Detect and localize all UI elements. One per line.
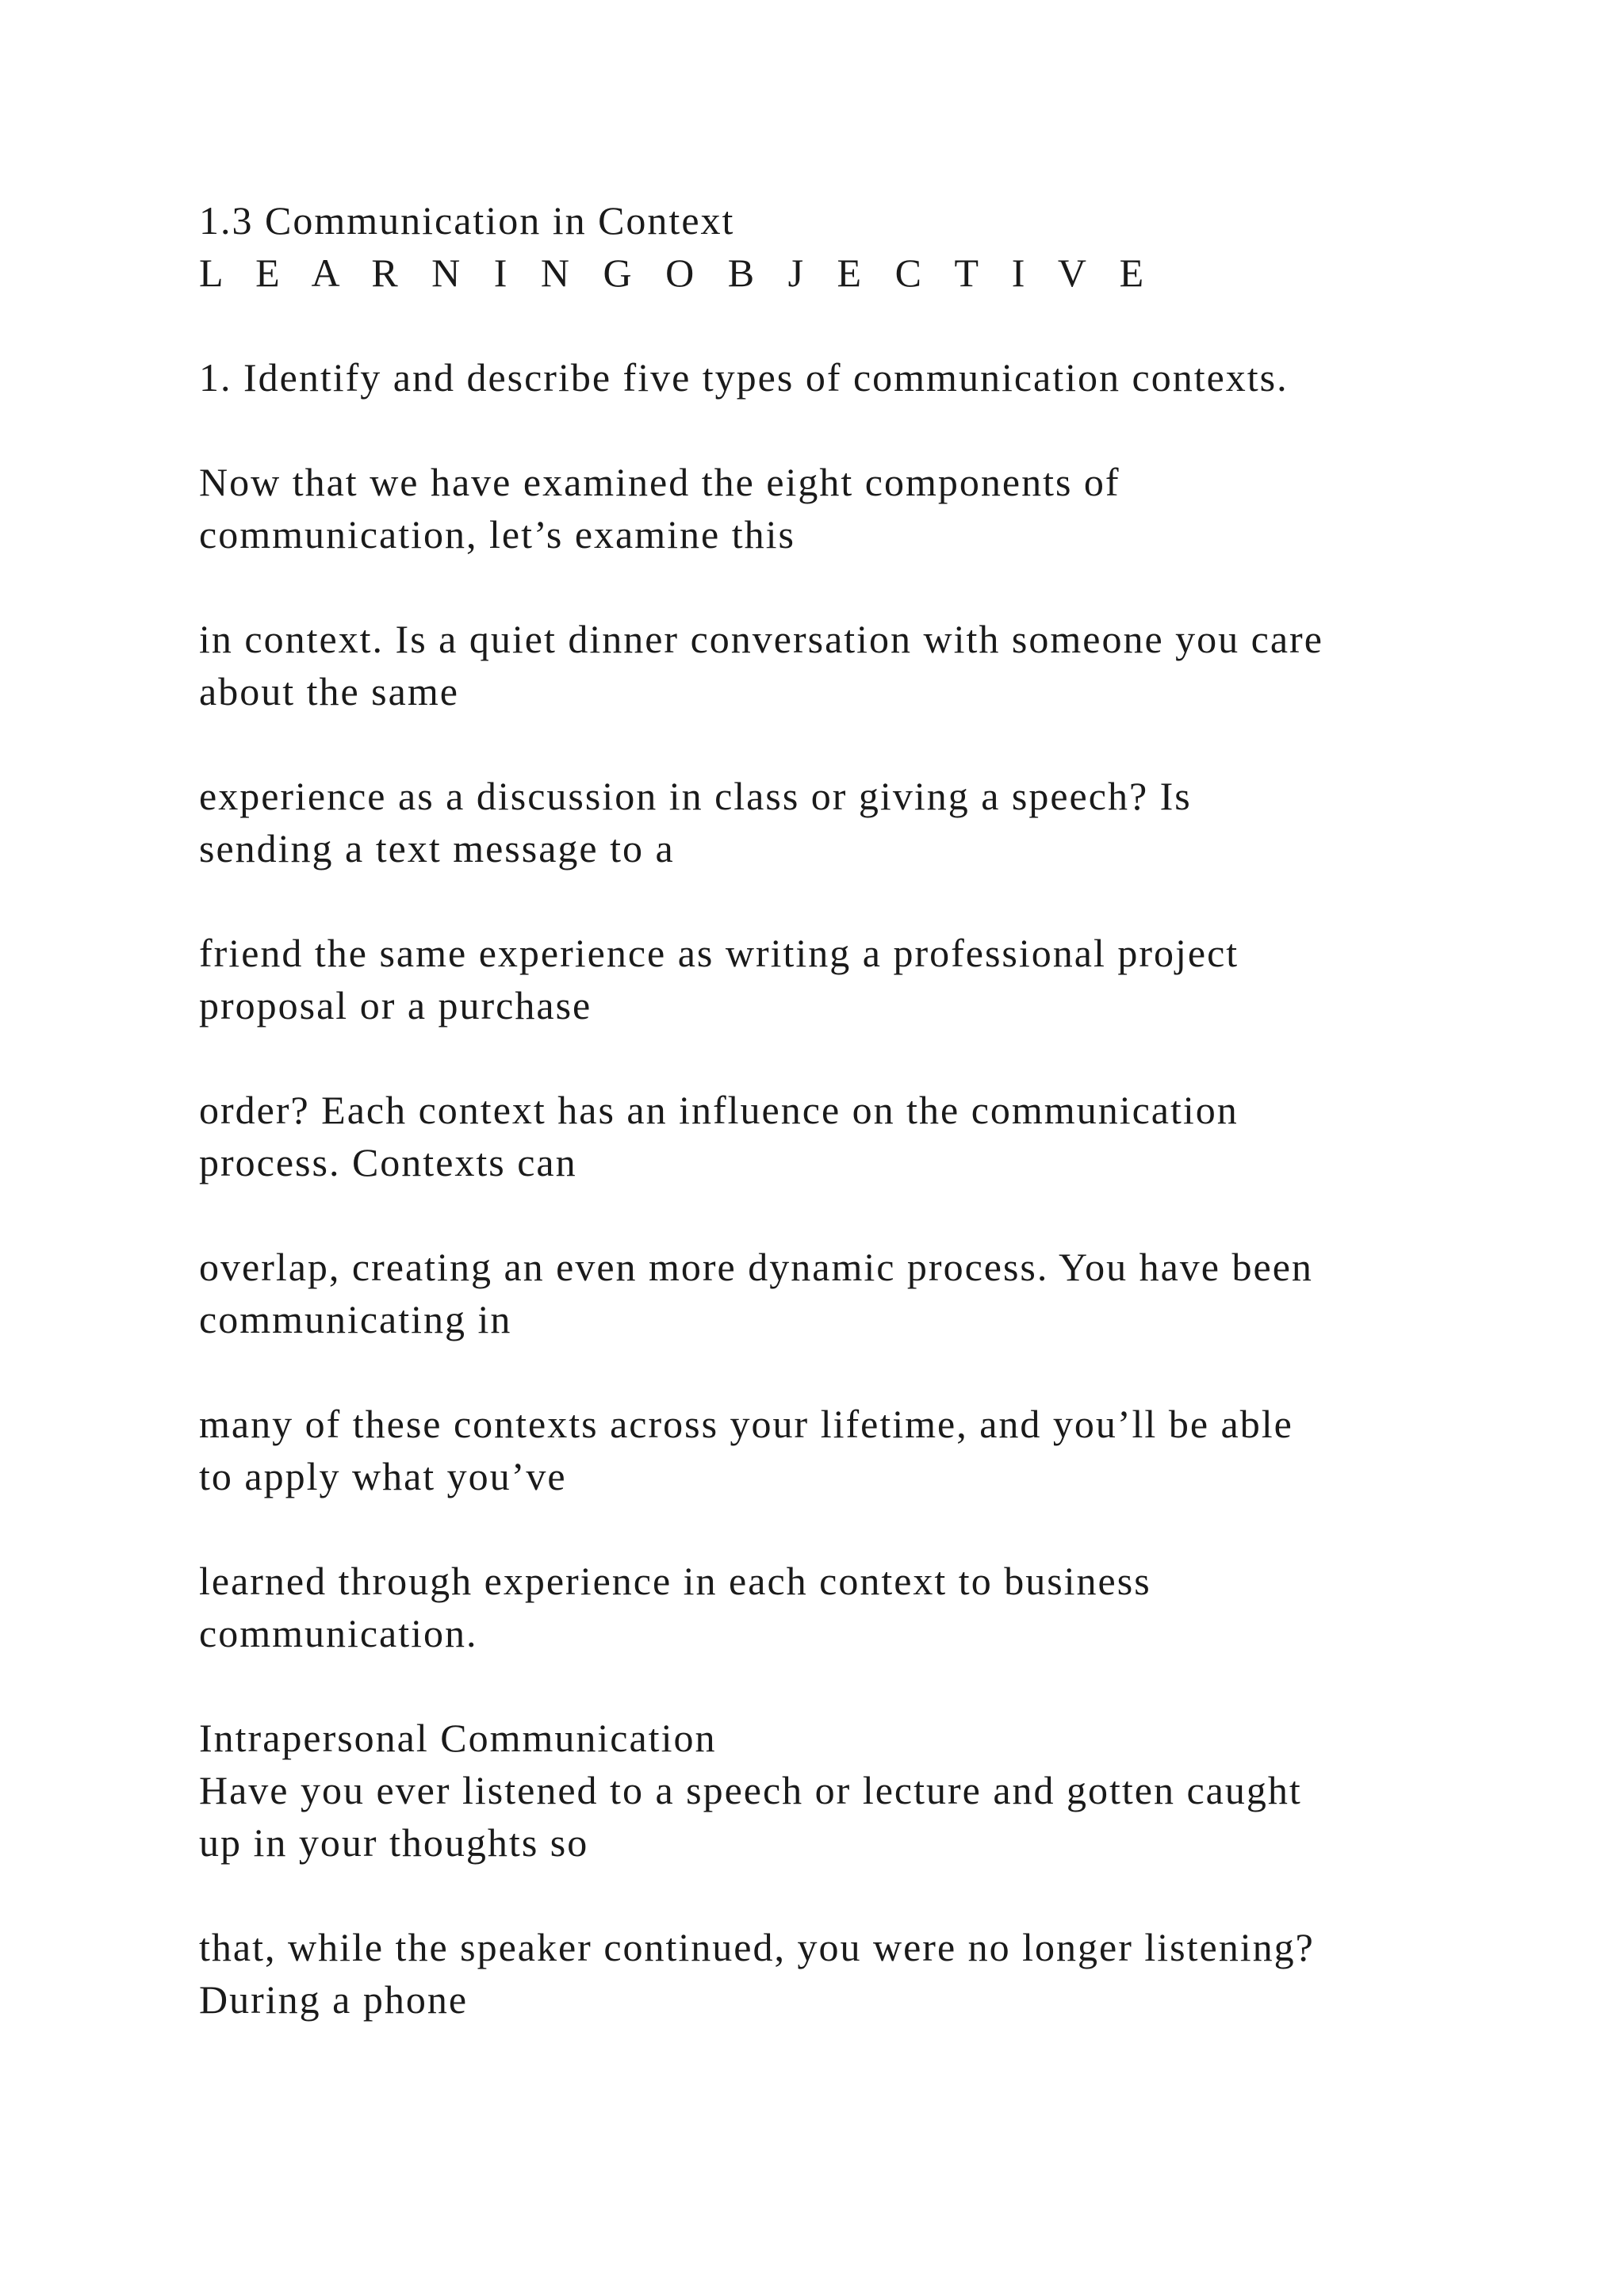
paragraph-line: communication. xyxy=(199,1611,478,1655)
paragraph-line: communicating in xyxy=(199,1297,512,1341)
blank-line xyxy=(199,1659,1547,1712)
paragraph-line: in context. Is a quiet dinner conversation with someone you care xyxy=(199,617,1323,661)
paragraph-line: communication, let’s examine this xyxy=(199,512,795,557)
paragraph-line: up in your thoughts so xyxy=(199,1820,589,1865)
paragraph-line: learned through experience in each context to business xyxy=(199,1559,1151,1603)
paragraph-line: process. Contexts can xyxy=(199,1140,577,1184)
document-body xyxy=(199,194,1547,2026)
section-title: 1.3 Communication in Context xyxy=(199,198,735,243)
paragraph-line: order? Each context has an influence on the communication xyxy=(199,1088,1239,1132)
blank-line xyxy=(199,1869,1547,1921)
blank-line xyxy=(199,1031,1547,1084)
paragraph-line: friend the same experience as writing a professional project xyxy=(199,931,1239,975)
blank-line xyxy=(199,1345,1547,1398)
blank-line xyxy=(199,1188,1547,1241)
paragraph-line: about the same xyxy=(199,669,459,714)
blank-line xyxy=(199,718,1547,770)
paragraph-line: sending a text message to a xyxy=(199,826,675,871)
paragraph-line: During a phone xyxy=(199,1977,469,2022)
learning-objective-label: L E A R N I N G O B J E C T I V E xyxy=(199,251,1156,295)
paragraph-line: experience as a discussion in class or giving a speech? Is xyxy=(199,774,1192,818)
paragraph-line: that, while the speaker continued, you were no longer listening? xyxy=(199,1925,1315,1969)
blank-line xyxy=(199,561,1547,613)
paragraph-line: overlap, creating an even more dynamic process. You have been xyxy=(199,1245,1313,1289)
blank-line xyxy=(199,404,1547,456)
paragraph-line: Now that we have examined the eight components of xyxy=(199,460,1120,504)
paragraph-line: proposal or a purchase xyxy=(199,983,592,1027)
subheading: Intrapersonal Communication xyxy=(199,1716,717,1760)
objective-item: 1. Identify and describe five types of communication contexts. xyxy=(199,355,1289,400)
blank-line xyxy=(199,874,1547,927)
paragraph-line: to apply what you’ve xyxy=(199,1454,567,1498)
blank-line xyxy=(199,299,1547,351)
paragraph-line: many of these contexts across your lifetime, and you’ll be able xyxy=(199,1402,1293,1446)
paragraph-line: Have you ever listened to a speech or lecture and gotten caught xyxy=(199,1768,1302,1812)
blank-line xyxy=(199,1502,1547,1555)
